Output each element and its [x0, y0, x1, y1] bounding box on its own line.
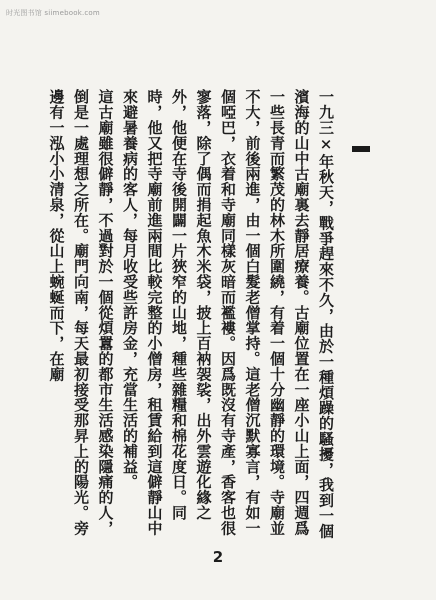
paragraph-2: 這古廟雖很僻靜，不過對於一個從煩囂的都市生活感染隱痛的人，倒是一處理想之所在。廟門向南，每天最初接受那昇上的陽光。旁邊有一泓小小清泉，從山上蜿蜒而下，在廟 — [47, 89, 115, 536]
body-text — [44, 89, 338, 539]
chapter-number-one — [352, 146, 370, 152]
page-number: 2 — [212, 548, 224, 566]
paragraph-1: 一九三×年秋天，戰爭趕來不久，由於一種煩躁的騷擾，我到一個濱海的山中古廟裏去靜居療養。古廟位置在一座小山上面，四週爲一些長青而繁茂的林木所圍繞，有着一個十分幽靜的環境。寺廟並不大，前後兩進，由一個白髮老僧掌持。這老僧沉默寡言，有如一個啞巴，衣着和寺廟同樣灰暗而襤褸。因爲既沒有寺產，香客也很寥落，除了偶而捐起魚木米袋，披上百衲袈裟，出外雲遊化緣之外，他便在寺後開闢一片狹窄的山地，種些雜糧和棉花度日。同時，他又把寺廟前進兩間比較完整的小僧房，租賃給到這僻靜山中來避暑養病的客人，每月收受些許房金，充當生活的補益。 — [121, 89, 335, 539]
watermark-text: 时光图书馆 siimebook.com — [6, 9, 100, 17]
